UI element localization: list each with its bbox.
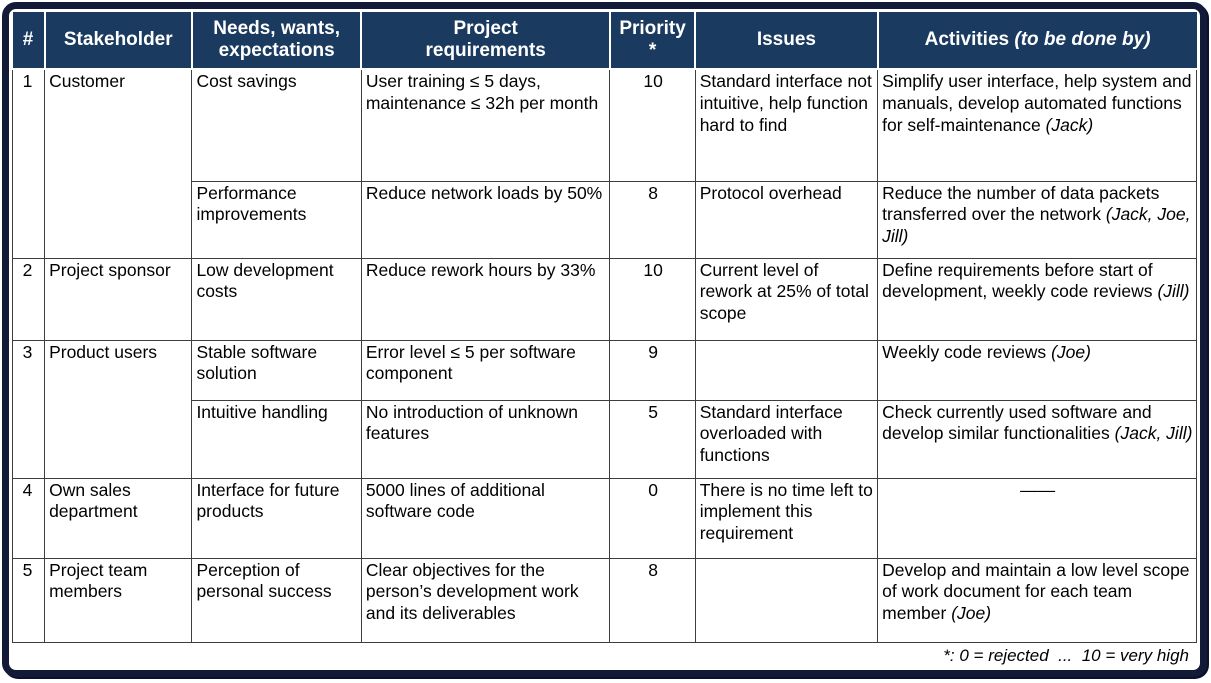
cell-stakeholder: Product users	[45, 340, 192, 478]
column-header-stakeholder: Stakeholder	[45, 12, 192, 69]
cell-number: 4	[13, 478, 45, 558]
activity-assignee: (Joe)	[1051, 341, 1091, 362]
cell-priority: 10	[610, 69, 695, 181]
cell-needs: Intuitive handling	[192, 400, 361, 478]
cell-needs: Cost savings	[192, 69, 361, 181]
activity-assignee: (Joe)	[951, 603, 992, 624]
cell-requirements: Reduce rework hours by 33%	[361, 258, 610, 340]
cell-stakeholder: Own sales department	[45, 478, 192, 558]
cell-issues	[695, 340, 877, 400]
cell-issues	[695, 558, 877, 642]
cell-requirements: Reduce network loads by 50%	[361, 181, 610, 258]
cell-issues: Standard interface overloaded with functions	[695, 400, 877, 478]
cell-issues: Standard interface not intuitive, help function hard to find	[695, 69, 877, 181]
column-header-needs: Needs, wants, expectations	[192, 12, 361, 69]
activity-assignee: (Jack, Joe, Jill)	[882, 204, 1191, 247]
cell-requirements: User training ≤ 5 days, maintenance ≤ 32h per month	[361, 69, 610, 181]
column-header-activities-italic: (to be done by)	[1014, 29, 1151, 51]
cell-needs: Performance improvements	[192, 181, 361, 258]
cell-needs: Low development costs	[192, 258, 361, 340]
cell-stakeholder: Project team members	[45, 558, 192, 642]
cell-priority: 0	[610, 478, 695, 558]
cell-requirements: No introduction of unknown features	[361, 400, 610, 478]
column-header-num: #	[13, 12, 45, 69]
cell-needs: Stable software solution	[192, 340, 361, 400]
table-header-row	[13, 12, 1197, 69]
cell-requirements: 5000 lines of additional software code	[361, 478, 610, 558]
activity-assignee: (Jill)	[1157, 281, 1190, 302]
cell-number: 2	[13, 258, 45, 340]
cell-priority: 8	[610, 558, 695, 642]
cell-activities: Weekly code reviews (Joe)	[878, 340, 1197, 400]
cell-activities: Develop and maintain a low level scope of work document for each team member (Joe)	[878, 558, 1197, 642]
cell-number: 1	[13, 69, 45, 258]
cell-stakeholder: Project sponsor	[45, 258, 192, 340]
table-row	[13, 558, 1197, 642]
cell-priority: 5	[610, 400, 695, 478]
cell-activities: Define requirements before start of development, weekly code reviews (Jill)	[878, 258, 1197, 340]
column-header-priority: Priority *	[610, 12, 695, 69]
cell-requirements: Error level ≤ 5 per software component	[361, 340, 610, 400]
column-header-issues: Issues	[695, 12, 877, 69]
cell-activities: Check currently used software and develop similar functionalities (Jack, Jill)	[878, 400, 1197, 478]
cell-issues: Protocol overhead	[695, 181, 877, 258]
column-header-requirements: Project requirements	[361, 12, 610, 69]
cell-issues: There is no time left to implement this requirement	[695, 478, 877, 558]
activity-assignee: (Jack, Jill)	[1114, 423, 1193, 444]
table-row	[13, 340, 1197, 400]
activity-assignee: (Jack)	[1045, 114, 1094, 135]
cell-needs: Interface for future products	[192, 478, 361, 558]
cell-requirements: Clear objectives for the person’s development work and its deliverables	[361, 558, 610, 642]
cell-activities: ——	[878, 478, 1197, 558]
cell-needs: Perception of personal success	[192, 558, 361, 642]
stakeholder-register	[2, 2, 1207, 677]
cell-priority: 10	[610, 258, 695, 340]
cell-priority: 8	[610, 181, 695, 258]
stakeholder-table	[12, 12, 1197, 643]
cell-activities: Reduce the number of data packets transferred over the network (Jack, Joe, Jill)	[878, 181, 1197, 258]
cell-issues: Current level of rework at 25% of total scope	[695, 258, 877, 340]
cell-activities: Simplify user interface, help system and manuals, develop automated functions for self-maintenance (Jack)	[878, 69, 1197, 181]
cell-number: 3	[13, 340, 45, 478]
table-row	[13, 258, 1197, 340]
table-row	[13, 478, 1197, 558]
table-row	[13, 69, 1197, 181]
column-header-activities: Activities (to be done by)	[878, 12, 1197, 69]
cell-stakeholder: Customer	[45, 69, 192, 258]
cell-priority: 9	[610, 340, 695, 400]
cell-number: 5	[13, 558, 45, 642]
priority-scale-footnote: *: 0 = rejected ... 10 = very high	[943, 645, 1189, 665]
